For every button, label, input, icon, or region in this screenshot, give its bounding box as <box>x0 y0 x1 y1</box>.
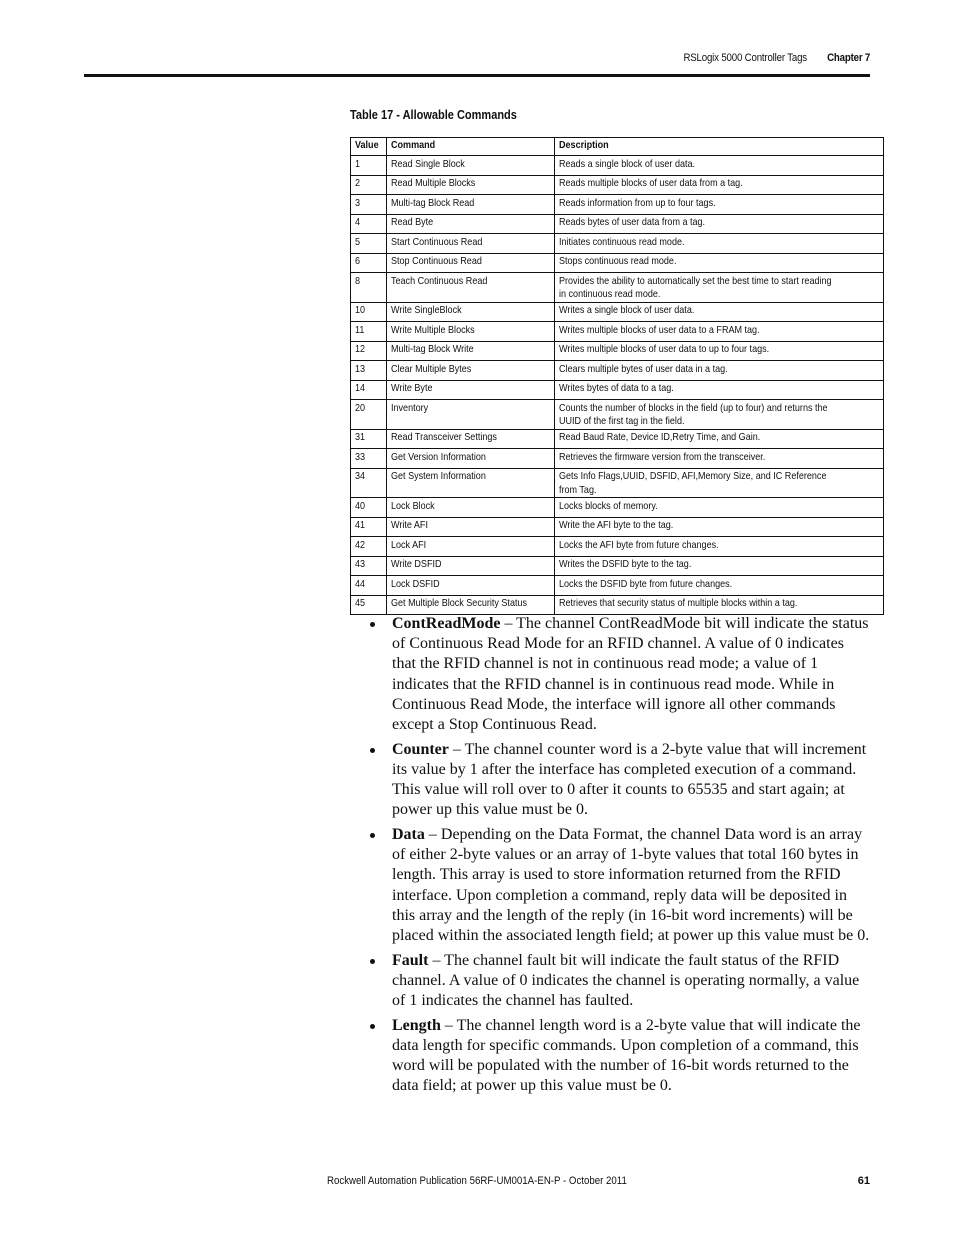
table-row <box>351 517 884 537</box>
definition-term: Data <box>392 826 425 844</box>
cell-command: Write AFI <box>387 517 554 537</box>
bullet-icon <box>370 622 375 627</box>
definition-item <box>370 1016 870 1097</box>
table-row <box>351 595 884 615</box>
cell-command: Read Transceiver Settings <box>387 429 554 449</box>
definition-text: – The channel length word is a 2-byte value that will indicate the data length for specific commands. Upon completion of a command, this word will be populated with the number of 16-bit words returned to the data field; at power up this value must be 0. <box>392 1016 861 1095</box>
cell-value: 6 <box>351 253 387 273</box>
cell-description: Retrieves the firmware version from the transceiver. <box>554 449 883 469</box>
publication-info: Rockwell Automation Publication 56RF-UM001A-EN-P - October 2011 <box>327 1175 627 1187</box>
cell-description: Reads multiple blocks of user data from a tag. <box>554 175 883 195</box>
cell-command: Start Continuous Read <box>387 234 554 254</box>
cell-description: Writes multiple blocks of user data to a FRAM tag. <box>554 322 883 342</box>
cell-value: 8 <box>351 273 387 303</box>
table-row <box>351 234 884 254</box>
bullet-icon <box>370 833 375 838</box>
section-title: RSLogix 5000 Controller Tags <box>683 52 807 64</box>
cell-description: Writes multiple blocks of user data to up to four tags. <box>554 341 883 361</box>
table-row <box>351 429 884 449</box>
table-row <box>351 449 884 469</box>
cell-value: 14 <box>351 380 387 400</box>
cell-description: Reads bytes of user data from a tag. <box>554 214 883 234</box>
cell-command: Read Byte <box>387 214 554 234</box>
chapter-label: Chapter 7 <box>826 52 870 64</box>
bullet-icon <box>370 748 375 753</box>
cell-value: 43 <box>351 556 387 576</box>
cell-value: 31 <box>351 429 387 449</box>
table-row <box>351 576 884 596</box>
bullet-icon <box>370 1024 375 1029</box>
definition-item <box>370 825 870 946</box>
cell-description: Locks the AFI byte from future changes. <box>554 537 883 557</box>
cell-command: Multi-tag Block Write <box>387 341 554 361</box>
table-row <box>351 556 884 576</box>
page-number: 61 <box>857 1175 870 1187</box>
cell-value: 42 <box>351 537 387 557</box>
cell-command: Get Multiple Block Security Status <box>387 595 554 615</box>
cell-command: Clear Multiple Bytes <box>387 361 554 381</box>
column-header-description: Description <box>554 138 883 156</box>
allowable-commands-table <box>350 137 884 615</box>
table-row <box>351 498 884 518</box>
bullet-icon <box>370 959 375 964</box>
cell-command: Read Multiple Blocks <box>387 175 554 195</box>
cell-value: 44 <box>351 576 387 596</box>
table-row <box>351 175 884 195</box>
definition-term: Counter <box>392 740 449 758</box>
cell-description: Read Baud Rate, Device ID,Retry Time, and Gain. <box>554 429 883 449</box>
table-row <box>351 537 884 557</box>
cell-description: Clears multiple bytes of user data in a tag. <box>554 361 883 381</box>
definition-term: Fault <box>392 951 429 969</box>
cell-value: 40 <box>351 498 387 518</box>
cell-command: Inventory <box>387 400 554 430</box>
cell-description: Gets Info Flags,UUID, DSFID, AFI,Memory Size, and IC Reference from Tag. <box>554 468 883 498</box>
cell-description: Initiates continuous read mode. <box>554 234 883 254</box>
table-row <box>351 214 884 234</box>
cell-value: 2 <box>351 175 387 195</box>
cell-command: Write Multiple Blocks <box>387 322 554 342</box>
cell-command: Lock DSFID <box>387 576 554 596</box>
cell-command: Stop Continuous Read <box>387 253 554 273</box>
cell-command: Lock Block <box>387 498 554 518</box>
cell-description: Writes the DSFID byte to the tag. <box>554 556 883 576</box>
cell-value: 33 <box>351 449 387 469</box>
cell-description: Provides the ability to automatically set the best time to start reading in continuous read mode. <box>554 273 883 303</box>
cell-value: 12 <box>351 341 387 361</box>
cell-value: 4 <box>351 214 387 234</box>
cell-command: Write SingleBlock <box>387 302 554 322</box>
table-row <box>351 253 884 273</box>
table-body <box>351 156 884 615</box>
cell-value: 13 <box>351 361 387 381</box>
running-header <box>683 52 870 64</box>
cell-command: Lock AFI <box>387 537 554 557</box>
cell-description: Writes a single block of user data. <box>554 302 883 322</box>
cell-value: 5 <box>351 234 387 254</box>
table-row <box>351 156 884 176</box>
definition-term: ContReadMode <box>392 615 501 632</box>
cell-description: Locks the DSFID byte from future changes. <box>554 576 883 596</box>
cell-value: 3 <box>351 195 387 215</box>
cell-value: 20 <box>351 400 387 430</box>
cell-description: Retrieves that security status of multiple blocks within a tag. <box>554 595 883 615</box>
table-row <box>351 195 884 215</box>
cell-value: 45 <box>351 595 387 615</box>
cell-value: 10 <box>351 302 387 322</box>
table-header-row <box>351 138 884 156</box>
cell-description: Counts the number of blocks in the field (up to four) and returns the UUID of the first tag in the field. <box>554 400 883 430</box>
definition-text: – The channel fault bit will indicate the fault status of the RFID channel. A value of 0 indicates the channel is operating normally, a value of 1 indicates the channel has faulted. <box>392 951 860 1010</box>
definition-item <box>370 951 870 1012</box>
cell-description: Stops continuous read mode. <box>554 253 883 273</box>
cell-value: 11 <box>351 322 387 342</box>
cell-description: Write the AFI byte to the tag. <box>554 517 883 537</box>
table-row <box>351 341 884 361</box>
tag-definitions-list <box>370 614 870 1101</box>
definition-item <box>370 614 870 735</box>
table-row <box>351 273 884 303</box>
cell-value: 1 <box>351 156 387 176</box>
cell-command: Get Version Information <box>387 449 554 469</box>
cell-command: Teach Continuous Read <box>387 273 554 303</box>
definition-text: – Depending on the Data Format, the channel Data word is an array of either 2-byte values or an array of 1-byte values that total 160 bytes in length. This array is used to store information returned from the RFID interface. Upon completion a command, reply data will be deposited in this array and the length of the reply (in 16-bit word increments) will be placed within the associated length field; at power up this value must be 0. <box>392 826 870 945</box>
table-row <box>351 361 884 381</box>
cell-command: Get System Information <box>387 468 554 498</box>
cell-command: Multi-tag Block Read <box>387 195 554 215</box>
definition-item <box>370 740 870 821</box>
definition-text: – The channel counter word is a 2-byte value that will increment its value by 1 after the interface has completed execution of a command. This value will roll over to 0 after it counts to 65535 and start again; at power up this value must be 0. <box>392 740 867 819</box>
table-row <box>351 380 884 400</box>
table-row <box>351 322 884 342</box>
cell-command: Write Byte <box>387 380 554 400</box>
cell-description: Locks blocks of memory. <box>554 498 883 518</box>
cell-value: 34 <box>351 468 387 498</box>
definition-text: – The channel ContReadMode bit will indicate the status of Continuous Read Mode for an RFID channel. A value of 0 indicates that the RFID channel is not in continuous read mode; a value of 1 indicates that the RFID channel is in continuous read mode. While in Continuous Read Mode, the interface will ignore all other commands except a Stop Continuous Read. <box>392 615 869 734</box>
cell-description: Reads a single block of user data. <box>554 156 883 176</box>
definition-term: Length <box>392 1016 441 1034</box>
cell-value: 41 <box>351 517 387 537</box>
cell-command: Read Single Block <box>387 156 554 176</box>
table-row <box>351 302 884 322</box>
column-header-command: Command <box>387 138 554 156</box>
cell-command: Write DSFID <box>387 556 554 576</box>
table-row <box>351 468 884 498</box>
table-title: Table 17 - Allowable Commands <box>350 108 517 122</box>
column-header-value: Value <box>351 138 387 156</box>
table-row <box>351 400 884 430</box>
cell-description: Writes bytes of data to a tag. <box>554 380 883 400</box>
cell-description: Reads information from up to four tags. <box>554 195 883 215</box>
header-rule <box>84 74 870 77</box>
